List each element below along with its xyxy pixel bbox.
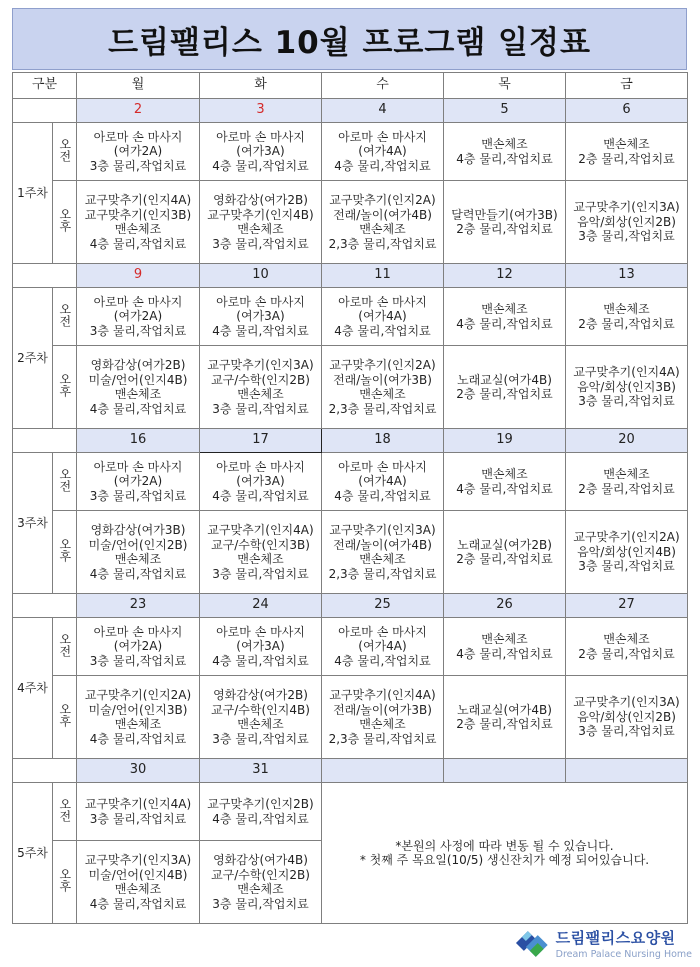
program-line: 4층 물리,작업치료	[334, 158, 431, 173]
program-line: 2,3층 물리,작업치료	[328, 731, 437, 746]
program-cell[interactable]	[200, 346, 322, 429]
program-cell[interactable]	[322, 288, 444, 346]
program-line: 아로마 손 마사지	[338, 459, 427, 474]
program-line: 교구맞추기(인지4A)	[207, 523, 314, 537]
program-line: 맨손체조	[114, 222, 162, 236]
week-label: 5주차	[13, 783, 53, 924]
program-line: 맨손체조	[237, 717, 284, 731]
program-cell[interactable]	[444, 453, 566, 511]
date-cell[interactable]: 26	[444, 594, 566, 618]
header-day: 화	[200, 73, 322, 99]
date-cell[interactable]: 9	[77, 264, 200, 288]
am-label: 오전	[57, 632, 72, 657]
week-label: 1주차	[13, 123, 53, 264]
program-cell[interactable]	[77, 288, 200, 346]
program-line: 4층 물리,작업치료	[212, 811, 309, 826]
program-line: 교구/수학(인지2B)	[211, 372, 310, 387]
program-line: 3층 물리,작업치료	[578, 229, 675, 244]
program-line: 맨손체조	[603, 302, 650, 316]
program-line: 2층 물리,작업치료	[456, 387, 553, 401]
program-line: 4층 물리,작업치료	[456, 151, 553, 166]
date-row-spacer	[13, 264, 77, 288]
date-row	[13, 99, 688, 123]
program-line: 노래교실(여가2B)	[457, 537, 552, 552]
date-cell[interactable]: 31	[200, 759, 322, 783]
program-cell[interactable]	[322, 346, 444, 429]
date-cell[interactable]: 23	[77, 594, 200, 618]
program-line: 4층 물리,작업치료	[212, 158, 309, 173]
date-cell[interactable]: 5	[444, 99, 566, 123]
date-cell[interactable]: 30	[77, 759, 200, 783]
am-row	[13, 123, 688, 181]
program-line: 4층 물리,작업치료	[89, 896, 187, 911]
program-line: 맨손체조	[114, 882, 162, 896]
program-line: 교구맞추기(인지2A)	[329, 193, 436, 207]
program-line: 맨손체조	[359, 717, 406, 731]
program-line: 영화감상(여가4B)	[213, 853, 308, 867]
program-line: 아로마 손 마사지	[93, 129, 183, 144]
program-line: 아로마 손 마사지	[93, 624, 183, 639]
program-cell[interactable]	[77, 618, 200, 676]
program-line: 교구맞추기(인지3A)	[573, 695, 680, 710]
date-cell[interactable]: 18	[322, 429, 444, 453]
program-line: 미술/언어(인지3B)	[88, 702, 188, 717]
program-cell[interactable]	[322, 123, 444, 181]
pm-label-cell	[53, 511, 77, 594]
header-day: 금	[566, 73, 688, 99]
program-line: (여가4A)	[358, 144, 407, 159]
schedule-table	[12, 72, 688, 924]
program-line: 2층 물리,작업치료	[578, 316, 675, 331]
pm-label: 오후	[57, 703, 72, 728]
program-line: 3층 물리,작업치료	[578, 559, 675, 574]
date-row-spacer	[13, 429, 77, 453]
am-row	[13, 288, 688, 346]
program-line: 맨손체조	[603, 137, 650, 151]
program-line: 3층 물리,작업치료	[89, 488, 187, 503]
dream-palace-logo-icon	[512, 925, 552, 961]
program-line: 맨손체조	[603, 467, 650, 481]
program-line: 영화감상(여가2B)	[213, 193, 308, 207]
program-line: 아로마 손 마사지	[338, 624, 427, 639]
program-cell[interactable]	[322, 511, 444, 594]
program-line: 전래/놀이(여가4B)	[333, 537, 432, 552]
pm-label-cell	[53, 676, 77, 759]
program-line: 전래/놀이(여가4B)	[333, 207, 432, 222]
program-line: 미술/언어(인지4B)	[88, 867, 188, 882]
program-line: 맨손체조	[481, 137, 528, 151]
program-cell[interactable]	[200, 841, 322, 924]
am-row	[13, 618, 688, 676]
date-cell[interactable]: 20	[566, 429, 688, 453]
program-line: 3층 물리,작업치료	[212, 566, 309, 581]
program-cell[interactable]	[444, 511, 566, 594]
date-cell[interactable]: 27	[566, 594, 688, 618]
program-line: 교구맞추기(인지2A)	[329, 358, 436, 372]
program-line: 아로마 손 마사지	[216, 459, 305, 474]
logo-name-korean: 드림팰리스요양원	[555, 928, 676, 947]
am-row	[13, 453, 688, 511]
program-cell[interactable]	[200, 618, 322, 676]
program-cell[interactable]	[444, 346, 566, 429]
pm-row	[13, 676, 688, 759]
program-cell[interactable]	[200, 288, 322, 346]
am-label: 오전	[57, 797, 72, 822]
header-row	[13, 73, 688, 99]
program-line: 아로마 손 마사지	[338, 129, 427, 144]
program-line: 영화감상(여가2B)	[90, 358, 186, 372]
header-day: 월	[77, 73, 200, 99]
program-line: 교구맞추기(인지4A)	[84, 193, 192, 207]
program-line: 3층 물리,작업치료	[578, 394, 675, 409]
program-line: (여가3A)	[236, 144, 285, 159]
program-line: 2,3층 물리,작업치료	[328, 236, 437, 251]
date-row	[13, 759, 688, 783]
title-banner	[12, 8, 687, 70]
date-cell[interactable]: 13	[566, 264, 688, 288]
program-cell[interactable]	[566, 676, 688, 759]
program-line: (여가4A)	[358, 309, 407, 324]
program-cell[interactable]	[77, 453, 200, 511]
program-line: 교구/수학(인지3B)	[211, 537, 310, 552]
program-line: 4층 물리,작업치료	[212, 488, 309, 503]
program-line: (여가3A)	[236, 309, 285, 324]
program-line: 아로마 손 마사지	[216, 624, 305, 639]
program-line: 4층 물리,작업치료	[456, 316, 553, 331]
program-line: 교구맞추기(인지3A)	[207, 358, 314, 372]
program-line: 2층 물리,작업치료	[456, 717, 553, 731]
program-line: 4층 물리,작업치료	[89, 236, 187, 251]
pm-label-cell	[53, 346, 77, 429]
program-cell[interactable]	[200, 783, 322, 841]
am-label-cell	[53, 453, 77, 511]
am-label-cell	[53, 288, 77, 346]
program-line: 2,3층 물리,작업치료	[328, 566, 437, 581]
pm-label-cell	[53, 841, 77, 924]
program-line: 교구맞추기(인지4A)	[84, 797, 192, 811]
page-title: 드림팰리스 10월 프로그램 일정표	[108, 24, 591, 61]
program-line: 교구/수학(인지2B)	[211, 867, 310, 882]
date-row-spacer	[13, 759, 77, 783]
program-line: 맨손체조	[481, 467, 528, 481]
program-line: 교구맞추기(인지3A)	[573, 200, 680, 215]
date-cell[interactable]: 12	[444, 264, 566, 288]
program-line: (여가2A)	[113, 144, 163, 159]
program-cell[interactable]	[77, 841, 200, 924]
note-line: *본원의 사정에 따라 변동 될 수 있습니다.	[395, 838, 614, 853]
date-cell[interactable]	[444, 759, 566, 783]
program-line: 4층 물리,작업치료	[456, 481, 553, 496]
program-cell[interactable]	[444, 288, 566, 346]
program-line: 4층 물리,작업치료	[334, 488, 431, 503]
pm-row	[13, 511, 688, 594]
note-line: * 첫째 주 목요일(10/5) 생신잔치가 예정 되어있습니다.	[359, 853, 650, 867]
program-line: 2층 물리,작업치료	[578, 481, 675, 496]
date-cell[interactable]: 11	[322, 264, 444, 288]
program-line: 음악/회상(인지4B)	[577, 544, 676, 559]
program-line: (여가2A)	[113, 639, 163, 654]
program-cell[interactable]	[322, 618, 444, 676]
program-cell[interactable]	[200, 181, 322, 264]
am-label-cell	[53, 618, 77, 676]
program-line: 맨손체조	[481, 302, 528, 316]
program-cell[interactable]	[77, 181, 200, 264]
program-line: 2층 물리,작업치료	[456, 222, 553, 236]
program-cell[interactable]	[200, 453, 322, 511]
week-label: 2주차	[13, 288, 53, 429]
am-label: 오전	[57, 302, 72, 327]
program-line: 4층 물리,작업치료	[89, 731, 187, 746]
program-line: (여가2A)	[113, 474, 163, 489]
date-row	[13, 264, 688, 288]
program-line: 3층 물리,작업치료	[578, 724, 675, 739]
program-line: 3층 물리,작업치료	[212, 236, 309, 251]
date-row	[13, 429, 688, 453]
am-label-cell	[53, 123, 77, 181]
date-row	[13, 594, 688, 618]
program-line: 교구맞추기(인지3B)	[84, 207, 192, 222]
program-line: 맨손체조	[114, 552, 162, 566]
date-cell[interactable]: 4	[322, 99, 444, 123]
program-line: 전래/놀이(여가3B)	[333, 702, 432, 717]
program-line: 달력만들기(여가3B)	[451, 207, 558, 222]
program-line: 2층 물리,작업치료	[578, 151, 675, 166]
program-cell[interactable]	[200, 123, 322, 181]
program-line: 맨손체조	[237, 552, 284, 566]
program-line: 4층 물리,작업치료	[212, 653, 309, 668]
program-cell[interactable]	[322, 676, 444, 759]
program-line: 영화감상(여가3B)	[90, 523, 186, 537]
program-cell[interactable]	[77, 511, 200, 594]
program-line: 음악/회상(인지2B)	[577, 709, 676, 724]
program-line: 음악/회상(인지3B)	[577, 379, 676, 394]
pm-label: 오후	[57, 868, 72, 893]
program-line: 맨손체조	[359, 387, 406, 401]
program-line: 음악/회상(인지2B)	[577, 214, 676, 229]
week-label: 4주차	[13, 618, 53, 759]
program-line: 맨손체조	[359, 552, 406, 566]
date-cell[interactable]	[322, 759, 444, 783]
program-line: (여가3A)	[236, 639, 285, 654]
program-line: 맨손체조	[237, 882, 284, 896]
program-line: 아로마 손 마사지	[216, 129, 305, 144]
date-cell[interactable]: 16	[77, 429, 200, 453]
notes-cell	[322, 783, 688, 924]
program-cell[interactable]	[444, 618, 566, 676]
program-line: 4층 물리,작업치료	[89, 401, 187, 416]
program-line: 2층 물리,작업치료	[578, 646, 675, 661]
program-cell[interactable]	[77, 783, 200, 841]
am-label: 오전	[57, 467, 72, 492]
date-cell[interactable]: 3	[200, 99, 322, 123]
program-cell[interactable]	[566, 346, 688, 429]
date-cell[interactable]	[566, 759, 688, 783]
program-line: 맨손체조	[359, 222, 406, 236]
program-line: 교구맞추기(인지3A)	[84, 853, 192, 867]
pm-label: 오후	[57, 373, 72, 398]
am-row	[13, 783, 688, 841]
am-label: 오전	[57, 137, 72, 162]
program-line: 맨손체조	[481, 632, 528, 646]
program-line: 2,3층 물리,작업치료	[328, 401, 437, 416]
program-cell[interactable]	[566, 511, 688, 594]
program-line: 노래교실(여가4B)	[457, 372, 552, 387]
logo-name-english: Dream Palace Nursing Home	[555, 948, 692, 960]
program-cell[interactable]	[200, 511, 322, 594]
program-line: 아로마 손 마사지	[93, 294, 183, 309]
program-cell[interactable]	[322, 453, 444, 511]
program-line: 3층 물리,작업치료	[89, 653, 187, 668]
program-line: 교구맞추기(인지4B)	[207, 207, 314, 222]
program-line: 교구맞추기(인지2A)	[573, 530, 680, 545]
program-line: 노래교실(여가4B)	[457, 702, 552, 717]
header-day: 목	[444, 73, 566, 99]
program-line: 맨손체조	[114, 717, 162, 731]
program-line: (여가2A)	[113, 309, 163, 324]
program-line: 3층 물리,작업치료	[89, 158, 187, 173]
program-cell[interactable]	[566, 453, 688, 511]
program-line: 맨손체조	[603, 632, 650, 646]
date-cell[interactable]: 19	[444, 429, 566, 453]
program-cell[interactable]	[566, 181, 688, 264]
pm-label: 오후	[57, 208, 72, 233]
program-line: 4층 물리,작업치료	[334, 323, 431, 338]
program-cell[interactable]	[444, 123, 566, 181]
program-line: 4층 물리,작업치료	[334, 653, 431, 668]
date-cell[interactable]: 6	[566, 99, 688, 123]
program-line: 교구맞추기(인지2A)	[84, 688, 192, 702]
program-cell[interactable]	[77, 123, 200, 181]
program-line: (여가3A)	[236, 474, 285, 489]
date-cell[interactable]: 24	[200, 594, 322, 618]
program-line: 3층 물리,작업치료	[212, 896, 309, 911]
program-line: 미술/언어(인지2B)	[88, 537, 188, 552]
date-cell[interactable]: 10	[200, 264, 322, 288]
program-line: 아로마 손 마사지	[93, 459, 183, 474]
program-line: 아로마 손 마사지	[216, 294, 305, 309]
program-line: 3층 물리,작업치료	[212, 731, 309, 746]
program-line: 맨손체조	[237, 222, 284, 236]
pm-label-cell	[53, 181, 77, 264]
program-line: 미술/언어(인지4B)	[88, 372, 188, 387]
program-cell[interactable]	[566, 618, 688, 676]
header-division: 구분	[13, 73, 77, 99]
am-label-cell	[53, 783, 77, 841]
date-cell[interactable]: 25	[322, 594, 444, 618]
program-line: 3층 물리,작업치료	[89, 811, 187, 826]
program-line: 교구맞추기(인지4A)	[329, 688, 436, 702]
brand-logo	[512, 923, 692, 963]
program-line: 교구/수학(인지4B)	[211, 702, 310, 717]
program-cell[interactable]	[322, 181, 444, 264]
date-cell[interactable]: 2	[77, 99, 200, 123]
program-cell[interactable]	[200, 676, 322, 759]
program-line: 4층 물리,작업치료	[89, 566, 187, 581]
pm-label: 오후	[57, 538, 72, 563]
pm-row	[13, 181, 688, 264]
week-label: 3주차	[13, 453, 53, 594]
program-line: 전래/놀이(여가3B)	[333, 372, 432, 387]
program-cell[interactable]	[444, 676, 566, 759]
date-cell[interactable]: 17	[200, 429, 322, 453]
header-day: 수	[322, 73, 444, 99]
date-row-spacer	[13, 594, 77, 618]
pm-row	[13, 346, 688, 429]
program-cell[interactable]	[566, 123, 688, 181]
program-line: 4층 물리,작업치료	[212, 323, 309, 338]
date-row-spacer	[13, 99, 77, 123]
program-cell[interactable]	[77, 676, 200, 759]
program-line: 교구맞추기(인지4A)	[573, 365, 680, 380]
program-line: 아로마 손 마사지	[338, 294, 427, 309]
program-line: 3층 물리,작업치료	[89, 323, 187, 338]
program-line: (여가4A)	[358, 474, 407, 489]
program-line: 4층 물리,작업치료	[456, 646, 553, 661]
program-line: 교구맞추기(인지2B)	[207, 797, 314, 811]
program-line: 맨손체조	[237, 387, 284, 401]
program-cell[interactable]	[566, 288, 688, 346]
program-line: 2층 물리,작업치료	[456, 552, 553, 566]
program-cell[interactable]	[444, 181, 566, 264]
program-cell[interactable]	[77, 346, 200, 429]
program-line: 3층 물리,작업치료	[212, 401, 309, 416]
program-line: 맨손체조	[114, 387, 162, 401]
program-line: (여가4A)	[358, 639, 407, 654]
program-line: 교구맞추기(인지3A)	[329, 523, 436, 537]
program-line: 영화감상(여가2B)	[213, 688, 308, 702]
